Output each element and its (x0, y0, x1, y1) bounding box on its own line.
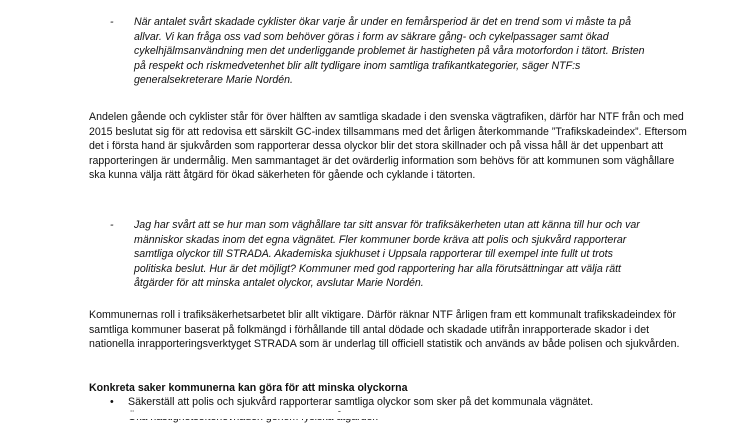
bullet-icon: • (110, 396, 114, 408)
quote-text-2: Jag har svårt att se hur man som väghållare tar sitt ansvar för trafiksäkerheten utan att känna till hur och var människor skadas inom det egna vägnätet. Fler kommuner borde kräva att polis och sjukvård rapporterar samtliga olyckor till STRADA. Akademiska sjukhuset i Uppsala rapporterar till exempel inte fullt ut trots politiska beslut. Hur är det möjligt? Kommuner med god rapportering har alla förutsättningar att välja rätt åtgärder för att minska antalet olyckor, avslutar Marie Nordén. (134, 219, 640, 290)
quote-dash: - (110, 16, 114, 28)
page-crop-edge (0, 412, 746, 419)
list-item (110, 395, 593, 410)
quote-text-1: När antalet svårt skadade cyklister ökar varje år under en femårsperiod är det en trend som vi måste ta på allvar. Vi kan fråga oss vad som behöver göras i form av säkrare gång- och cykelpassager samt ökad cykelhjälmsanvändning men det underliggande problemet är hastigheten på våra motorfordon i tätort. Bristen på respekt och riskmedvetenhet blir allt tydligare inom samtliga trafikantkategorier, säger NTF:s generalsekreterare Marie Nordén. (134, 16, 645, 87)
list-item-text: Säkerställ att polis och sjukvård rapporterar samtliga olyckor som sker på det kommunala vägnätet. (128, 396, 594, 408)
body-paragraph-2: Kommunernas roll i trafiksäkerhetsarbetet blir allt viktigare. Därför räknar NTF årligen fram ett kommunalt trafikskadeindex för samtliga kommuner baserat på folkmängd i förhållande till antal dödade och skadade utifrån inrapporterade skador i det nationella inrapporteringsverktyget STRADA som är underlag till officiell statistik och används av både polisen och sjukvården. (89, 309, 680, 351)
section-heading: Konkreta saker kommunerna kan göra för att minska olyckorna (89, 382, 408, 394)
quote-dash: - (110, 219, 114, 231)
bullet-list (110, 395, 593, 424)
body-paragraph-1: Andelen gående och cyklister står för över hälften av samtliga skadade i den svenska vägtrafiken, därför har NTF från och med 2015 beslutat sig för att redovisa ett särskilt GC-index tillsammans med det årligen återkommande ”Trafikskadeindex”. Eftersom det i första hand är sjukvården som rapporterar dessa olyckor blir det stora skillnader och på vissa håll är det uppenbart att rapporteringen är undermålig. Men sammantaget är det ovärderlig information som behövs för att kommunen som väghållare ska kunna välja rätt åtgärd för ökad säkerheten för gående och cyklande i tätorten. (89, 111, 687, 182)
